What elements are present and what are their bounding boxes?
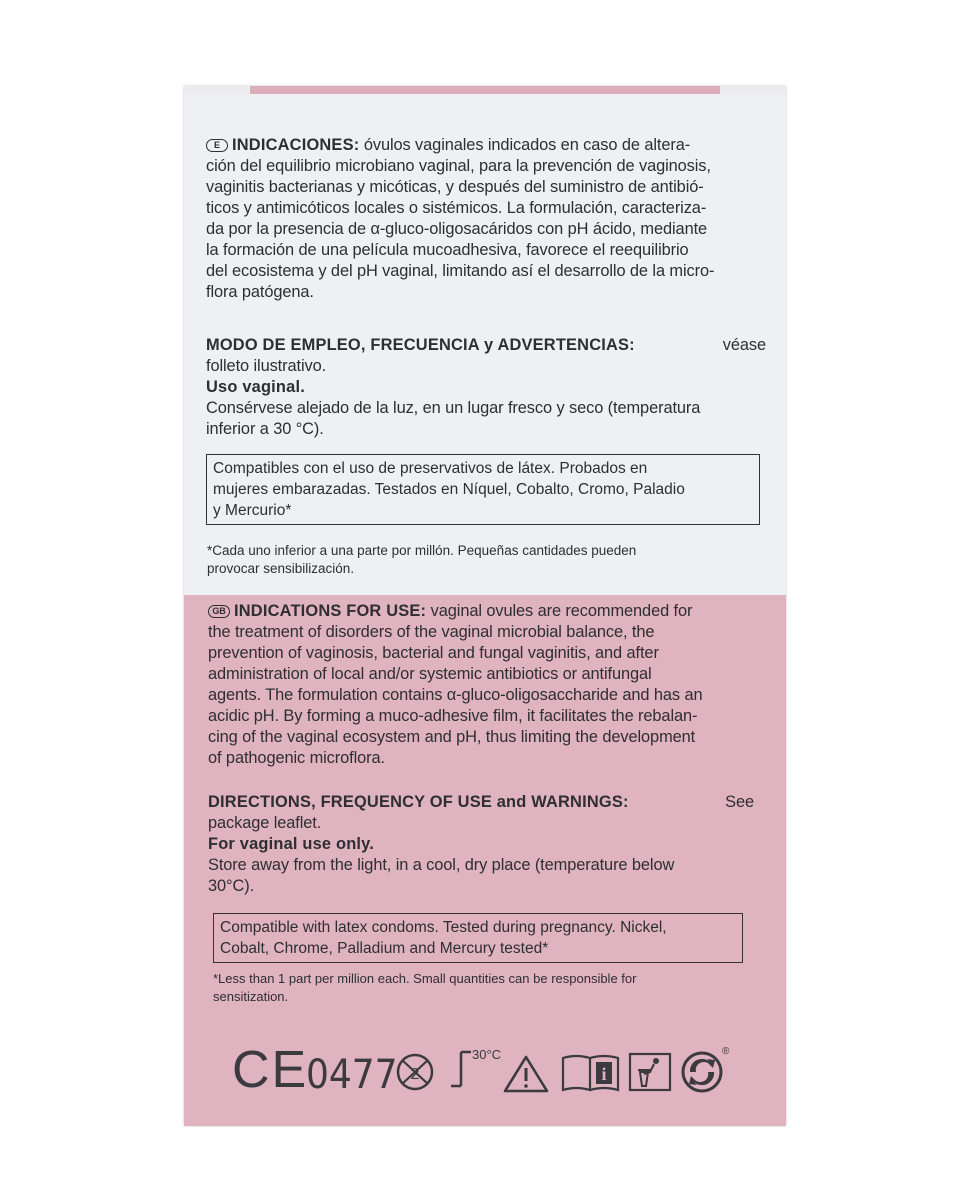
- es-lang-badge: E: [206, 139, 228, 152]
- gb-ind-line: the treatment of disorders of the vaginal microbial balance, the: [208, 623, 655, 641]
- es-box-line: mujeres embarazadas. Testados en Níquel, Cobalto, Cromo, Paladio: [213, 481, 685, 498]
- gb-directions: [208, 792, 754, 897]
- registered-mark: ®: [722, 1046, 730, 1057]
- gb-ind-line: agents. The formulation contains α-gluco-oligosaccharide and has an: [208, 686, 703, 704]
- es-compatibility-box: [206, 454, 760, 525]
- es-box-line: Compatibles con el uso de preservativos de látex. Probados en: [213, 460, 648, 477]
- caution-icon: [502, 1054, 550, 1094]
- gb-directions-text: package leaflet.: [208, 814, 322, 832]
- green-dot-recycling-icon: [680, 1050, 724, 1094]
- temperature-label: 30°C: [472, 1047, 502, 1062]
- gb-ind-line: cing of the vaginal ecosystem and pH, thus limiting the development: [208, 728, 696, 746]
- es-ind-line: vaginitis bacterianas y micóticas, y después del suministro de antibió-: [206, 178, 704, 196]
- gb-note-line: sensitization.: [213, 989, 289, 1004]
- es-ind-line: da por la presencia de α-gluco-oligosacáridos con pH ácido, mediante: [206, 220, 708, 238]
- es-indications: [206, 135, 766, 303]
- es-box-line: y Mercurio*: [213, 502, 292, 519]
- es-storage: Consérvese alejado de la luz, en un lugar fresco y seco (temperatura: [206, 399, 701, 417]
- es-ind-line: la formación de una película mucoadhesiva, favorece el reequilibrio: [206, 241, 689, 259]
- es-footnote: [207, 542, 767, 578]
- es-ind-line: ción del equilibrio microbiano vaginal, para la prevención de vaginosis,: [206, 157, 711, 175]
- gb-box-line: Cobalt, Chrome, Palladium and Mercury tested*: [220, 940, 549, 957]
- gb-ind-line: prevention of vaginosis, bacterial and fungal vaginitis, and after: [208, 644, 659, 662]
- gb-compatibility-box: [213, 913, 743, 963]
- gb-indications-title: INDICATIONS FOR USE:: [234, 602, 427, 620]
- gb-lang-badge: GB: [208, 605, 230, 618]
- es-ind-line: del ecosistema y del pH vaginal, limitando así el desarrollo de la micro-: [206, 262, 715, 280]
- es-directions-title: MODO DE EMPLEO, FRECUENCIA y ADVERTENCIAS:: [206, 336, 635, 354]
- es-directions-text: folleto ilustrativo.: [206, 357, 327, 375]
- top-pink-strip: [250, 86, 720, 94]
- es-storage: inferior a 30 °C).: [206, 420, 324, 438]
- es-directions: [206, 335, 766, 440]
- gb-storage: 30°C).: [208, 877, 255, 895]
- gb-ind-line: administration of local and/or systemic antibiotics or antifungal: [208, 665, 652, 683]
- info-letter: i: [601, 1064, 607, 1084]
- gb-directions-text: See: [725, 793, 754, 811]
- gb-footnote: [213, 970, 758, 1006]
- gb-note-line: *Less than 1 part per million each. Small quantities can be responsible for: [213, 971, 637, 986]
- do-not-reuse-icon: [392, 1052, 438, 1092]
- es-ind-line: óvulos vaginales indicados en caso de altera-: [363, 136, 691, 154]
- gb-indications: [208, 601, 768, 769]
- es-use: Uso vaginal.: [206, 378, 305, 396]
- es-indications-title: INDICACIONES:: [232, 136, 360, 154]
- gb-use: For vaginal use only.: [208, 835, 375, 853]
- es-note-line: *Cada uno inferior a una parte por millón. Pequeñas cantidades pueden: [207, 543, 637, 558]
- gb-ind-line: of pathogenic microflora.: [208, 749, 385, 767]
- gb-ind-line: acidic pH. By forming a muco-adhesive film, it facilitates the rebalan-: [208, 707, 698, 725]
- es-directions-text: véase: [722, 336, 766, 354]
- es-ind-line: ticos y antimicóticos locales o sistémicos. La formulación, caracteriza-: [206, 199, 707, 217]
- consult-instructions-icon: [560, 1052, 622, 1094]
- notified-body-number: 0477: [306, 1052, 398, 1098]
- svg-text:2: 2: [410, 1066, 420, 1083]
- gb-directions-title: DIRECTIONS, FREQUENCY OF USE and WARNINGS:: [208, 793, 629, 811]
- gb-ind-line: vaginal ovules are recommended for: [430, 602, 693, 620]
- es-note-line: provocar sensibilización.: [207, 561, 355, 576]
- es-ind-line: flora patógena.: [206, 283, 314, 301]
- gb-box-line: Compatible with latex condoms. Tested during pregnancy. Nickel,: [220, 919, 667, 936]
- dispose-bin-icon: [628, 1052, 672, 1092]
- gb-storage: Store away from the light, in a cool, dry place (temperature below: [208, 856, 675, 874]
- ce-mark: CE: [232, 1041, 309, 1099]
